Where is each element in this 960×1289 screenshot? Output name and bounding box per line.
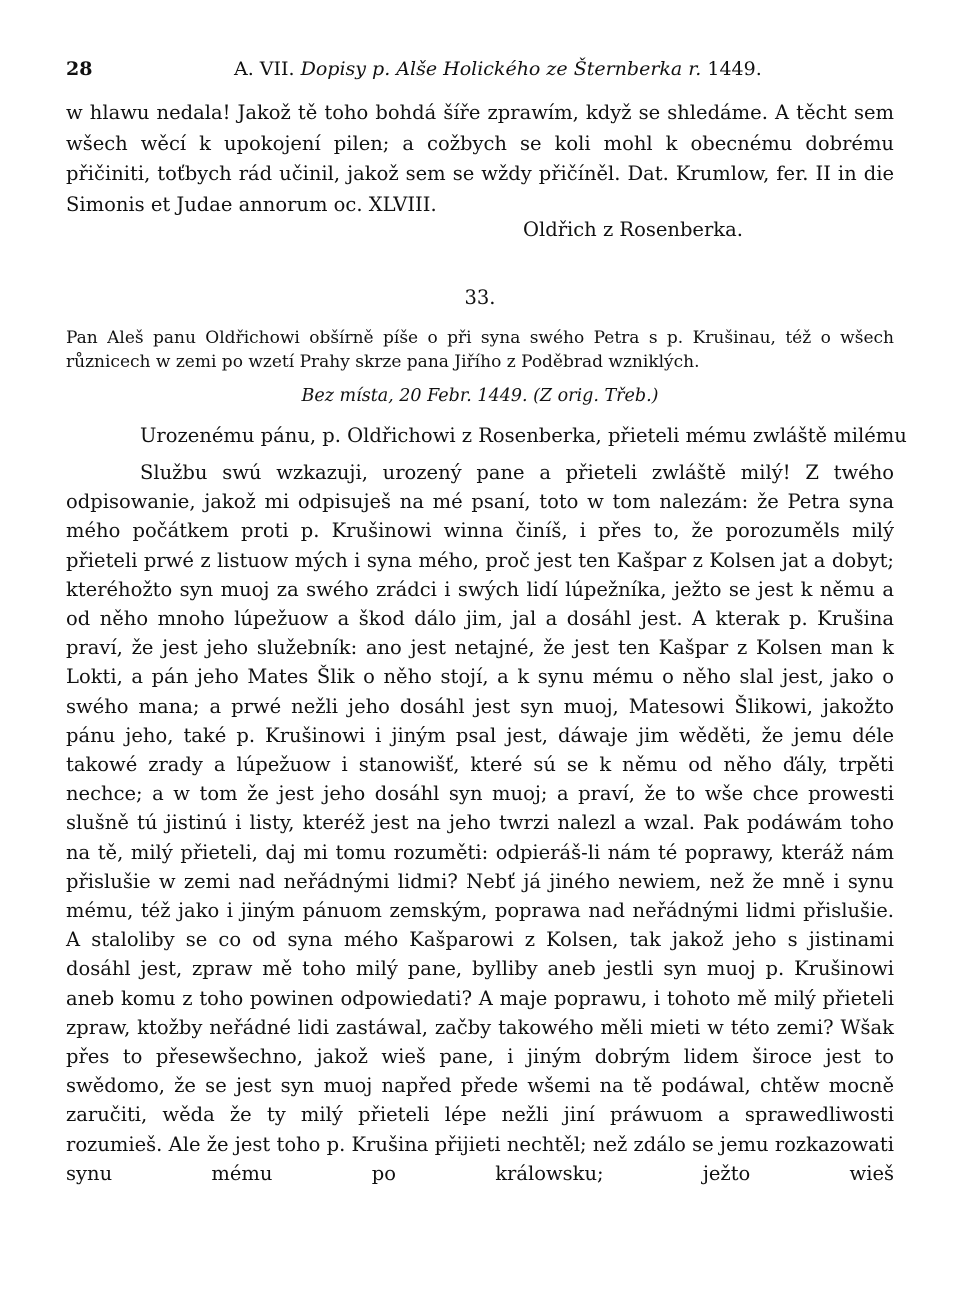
section-label: A. VII. (234, 58, 295, 80)
intro-paragraph: w hlawu nedala! Jakož tě toho bohdá šíře zprawím, když se shledáme. A těcht sem wšech wěcí k upokojení pilen; a cožbych se koli mohl k obecnému dobrému přičiniti, toťbych rád učinil, jakož sem se wždy přičíněl. Dat. Krumlow, fer. II in die Simonis et Judae annorum oc. XLVIII. (66, 101, 894, 216)
page-number: 28 (66, 58, 93, 80)
document-number: 33. (464, 286, 496, 309)
running-header (66, 58, 894, 88)
signature: Oldřich z Rosenberka. (523, 218, 743, 241)
letter-address: Urozenému pánu, p. Oldřichowi z Rosenberka, přieteli mému zwláště milému (140, 424, 907, 447)
letter-body: Službu swú wzkazuji, urozený pane a přieteli zwláště milý! Z twého odpisowanie, jakož mi odpisuješ na mé psaní, toto w tom nalezám: že Petra syna mého počátkem proti p. Krušinowi winna činíš, i přes to, že porozuměls milý přieteli prwé z listuow mých i syna mého, proč jest ten Kašpar z Kolsen jat a dobyt; kteréhožto syn muoj za swého zrádci i swých lidí lúpežníka, ježto se jest k němu a od něho mnoho lúpežuow a škod dálo jim, jal a dosáhl jest. A kterak p. Krušina praví, že jest jeho služebník: ano jest netajné, že jest ten Kašpar z Kolsen man k Lokti, a pán jeho Mates Šlik o něho stojí, a k synu mému o něho slal jest, jako o swého mana; a prwé nežli jeho dosáhl jest syn muoj, Matesowi Šlikowi, jakožto pánu jeho, také p. Krušinowi i jiným psal jest, dáwaje jim wěděti, že jemu déle takowé zrady a lúpežuow i stanowišť, které sú se k němu od něho ďály, trpěti nechce; a w tom že jest jeho dosáhl syn muoj; a praví, že to wše chce prowesti slušně tú jistinú i listy, kteréž jest na jeho twrzi nalezl a wzal. Pak podáwám toho na tě, milý přieteli, daj mi tomu rozuměti: odpieráš-li nám té poprawy, kteráž nám přislušie w zemi nad neřádnými lidmi? Nebť já jiného newiem, než že mně i synu mému, též jako i jiným pánuom zemským, poprawa nad neřádnými lidmi přislušie. A staloliby se co od syna mého Kašparowi z Kolsen, tak jakož jeho s jistinami dosáhl jest, zpraw mě toho milý pane, bylliby aneb jestli syn muoj p. Krušinowi aneb komu z toho powinen odpowiedati? A maje poprawu, i tohoto mě milý přieteli zpraw, ktožby neřádné lidi zastáwal, začby takowého měli mieti w této zemi? Wšak přes to přesewšechno, jakož wieš pane, i jiným dobrým lidem široce jest to swědomo, že se jest syn muoj napřed přede wšemi na tě podáwal, chtěw mocně zaručiti, wěda že ty milý přieteli lépe nežli jiní práwuom a sprawedliwosti rozumieš. Ale že jest toho p. Krušina přijieti nechtěl; než zdálo se jemu rozkazowati synu mému po králowsku; ježto wieš (66, 461, 894, 1185)
running-year: 1449. (707, 58, 762, 80)
regest-summary: Pan Aleš panu Oldřichowi obšírně píše o při syna swého Petra s p. Krušinau, též o wšech různicech w zemi po wzetí Prahy skrze pana Jiřího z Poděbrad wzniklých. (66, 328, 894, 372)
running-title (234, 58, 762, 80)
document-date: Bez místa, 20 Febr. 1449. (Z orig. Třeb.) (301, 386, 659, 406)
running-title-italic: Dopisy p. Alše Holického ze Šternberka r. (300, 58, 702, 80)
